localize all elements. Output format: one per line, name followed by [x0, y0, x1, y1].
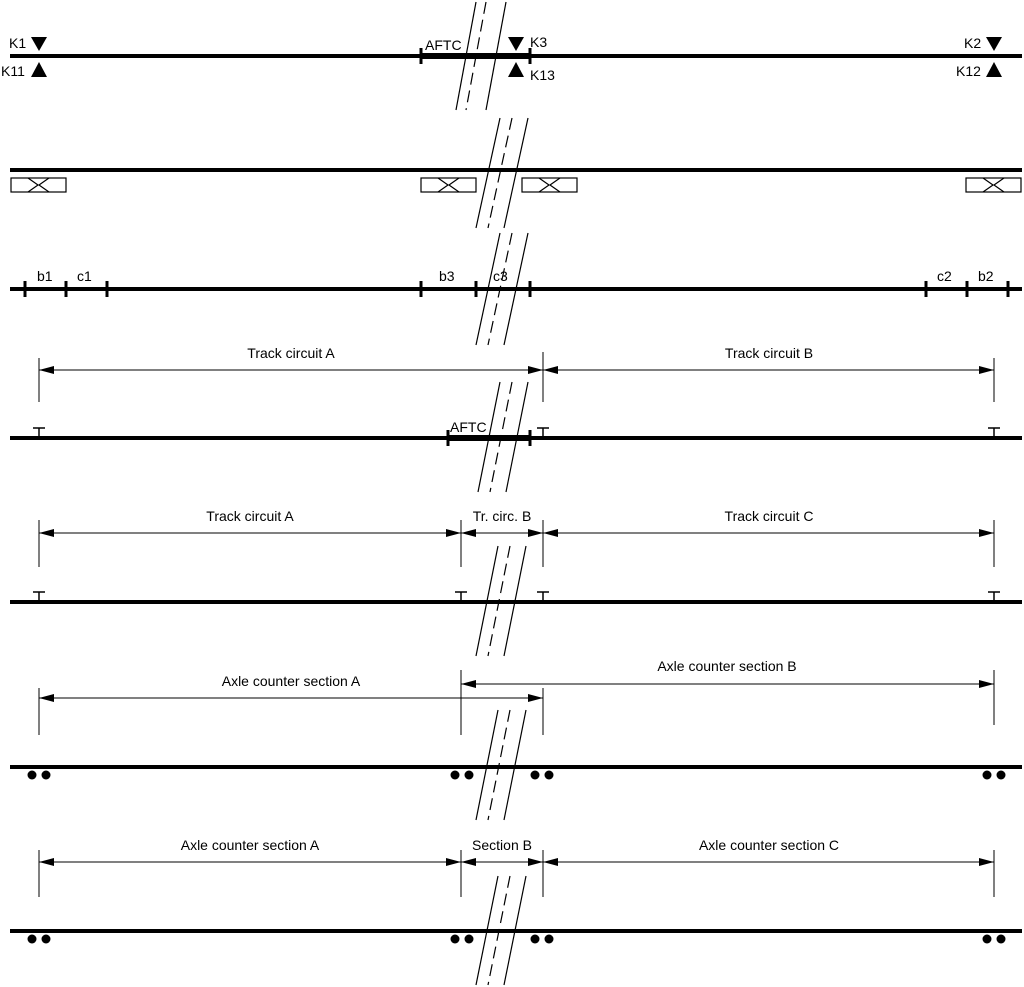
- track-circuit-a-label: Track circuit A: [247, 345, 335, 361]
- track-circuit-c-label: Track circuit C: [724, 508, 814, 524]
- arrowhead: [543, 858, 558, 866]
- mark-c3-label: c3: [493, 268, 508, 284]
- arrowhead: [446, 858, 461, 866]
- axle-counter-icon: [983, 771, 1006, 780]
- arrowhead: [528, 529, 543, 537]
- row-axle-counters-abc: [10, 837, 1022, 985]
- signal-k12-label: K12: [956, 63, 981, 79]
- track-circuit-b-label: Tr. circ. B: [472, 508, 532, 524]
- signal-k13-icon: [508, 62, 524, 77]
- signal-k11-label: K11: [1, 63, 25, 79]
- row-signals: [1, 2, 1022, 110]
- arrowhead: [528, 858, 543, 866]
- arrowhead: [461, 529, 476, 537]
- axle-counter-icon: [451, 771, 474, 780]
- signal-k13-label: K13: [530, 67, 555, 83]
- row-insulated-joints: [10, 118, 1022, 228]
- arrowhead: [979, 366, 994, 374]
- arrowhead: [979, 680, 994, 688]
- insulated-joint-icon: [966, 178, 1021, 192]
- axle-counter-icon: [28, 771, 51, 780]
- arrowhead: [39, 858, 54, 866]
- insulated-joint-icon: [11, 178, 66, 192]
- signal-k1-icon: [31, 37, 47, 51]
- axle-counter-icon: [28, 935, 51, 944]
- axle-counter-icon: [983, 935, 1006, 944]
- arrowhead: [461, 680, 476, 688]
- mark-c1-label: c1: [77, 268, 92, 284]
- row-track-circuits-ab: [10, 345, 1022, 492]
- signal-k2-icon: [986, 37, 1002, 51]
- arrowhead: [543, 366, 558, 374]
- signal-k1-label: K1: [9, 35, 27, 51]
- mark-c2-label: c2: [937, 268, 952, 284]
- axle-counter-icon: [531, 935, 554, 944]
- axle-counter-section-b-label: Section B: [472, 837, 532, 853]
- signal-k3-label: K3: [530, 34, 548, 50]
- arrowhead: [979, 858, 994, 866]
- track-circuit-a-label: Track circuit A: [206, 508, 294, 524]
- break-mark: [476, 118, 528, 228]
- signal-k11-icon: [31, 62, 47, 77]
- arrowhead: [528, 694, 543, 702]
- axle-counter-section-a-label: Axle counter section A: [221, 673, 361, 689]
- mark-b3-label: b3: [439, 268, 455, 284]
- arrowhead: [39, 529, 54, 537]
- axle-counter-icon: [531, 771, 554, 780]
- insulated-joint-icon: [421, 178, 476, 192]
- row-track-circuits-abc: [10, 508, 1022, 656]
- track-circuit-b-label: Track circuit B: [724, 345, 814, 361]
- arrowhead: [39, 694, 54, 702]
- aftc-label: AFTC: [450, 419, 487, 435]
- axle-counter-section-a-label: Axle counter section A: [180, 837, 320, 853]
- arrowhead: [446, 529, 461, 537]
- arrowhead: [543, 529, 558, 537]
- row-axle-counters-ab: [10, 658, 1022, 820]
- arrowhead: [979, 529, 994, 537]
- arrowhead: [461, 858, 476, 866]
- axle-counter-icon: [451, 935, 474, 944]
- arrowhead: [39, 366, 54, 374]
- signal-k2-label: K2: [964, 35, 982, 51]
- signal-k3-icon: [508, 37, 524, 51]
- insulated-joint-icon: [522, 178, 577, 192]
- row-block-marks: [10, 233, 1022, 345]
- mark-b2-label: b2: [978, 268, 994, 284]
- aftc-label: AFTC: [425, 37, 462, 53]
- axle-counter-section-c-label: Axle counter section C: [698, 837, 840, 853]
- axle-counter-section-b-label: Axle counter section B: [657, 658, 797, 674]
- arrowhead: [528, 366, 543, 374]
- signal-k12-icon: [986, 62, 1002, 77]
- mark-b1-label: b1: [37, 268, 53, 284]
